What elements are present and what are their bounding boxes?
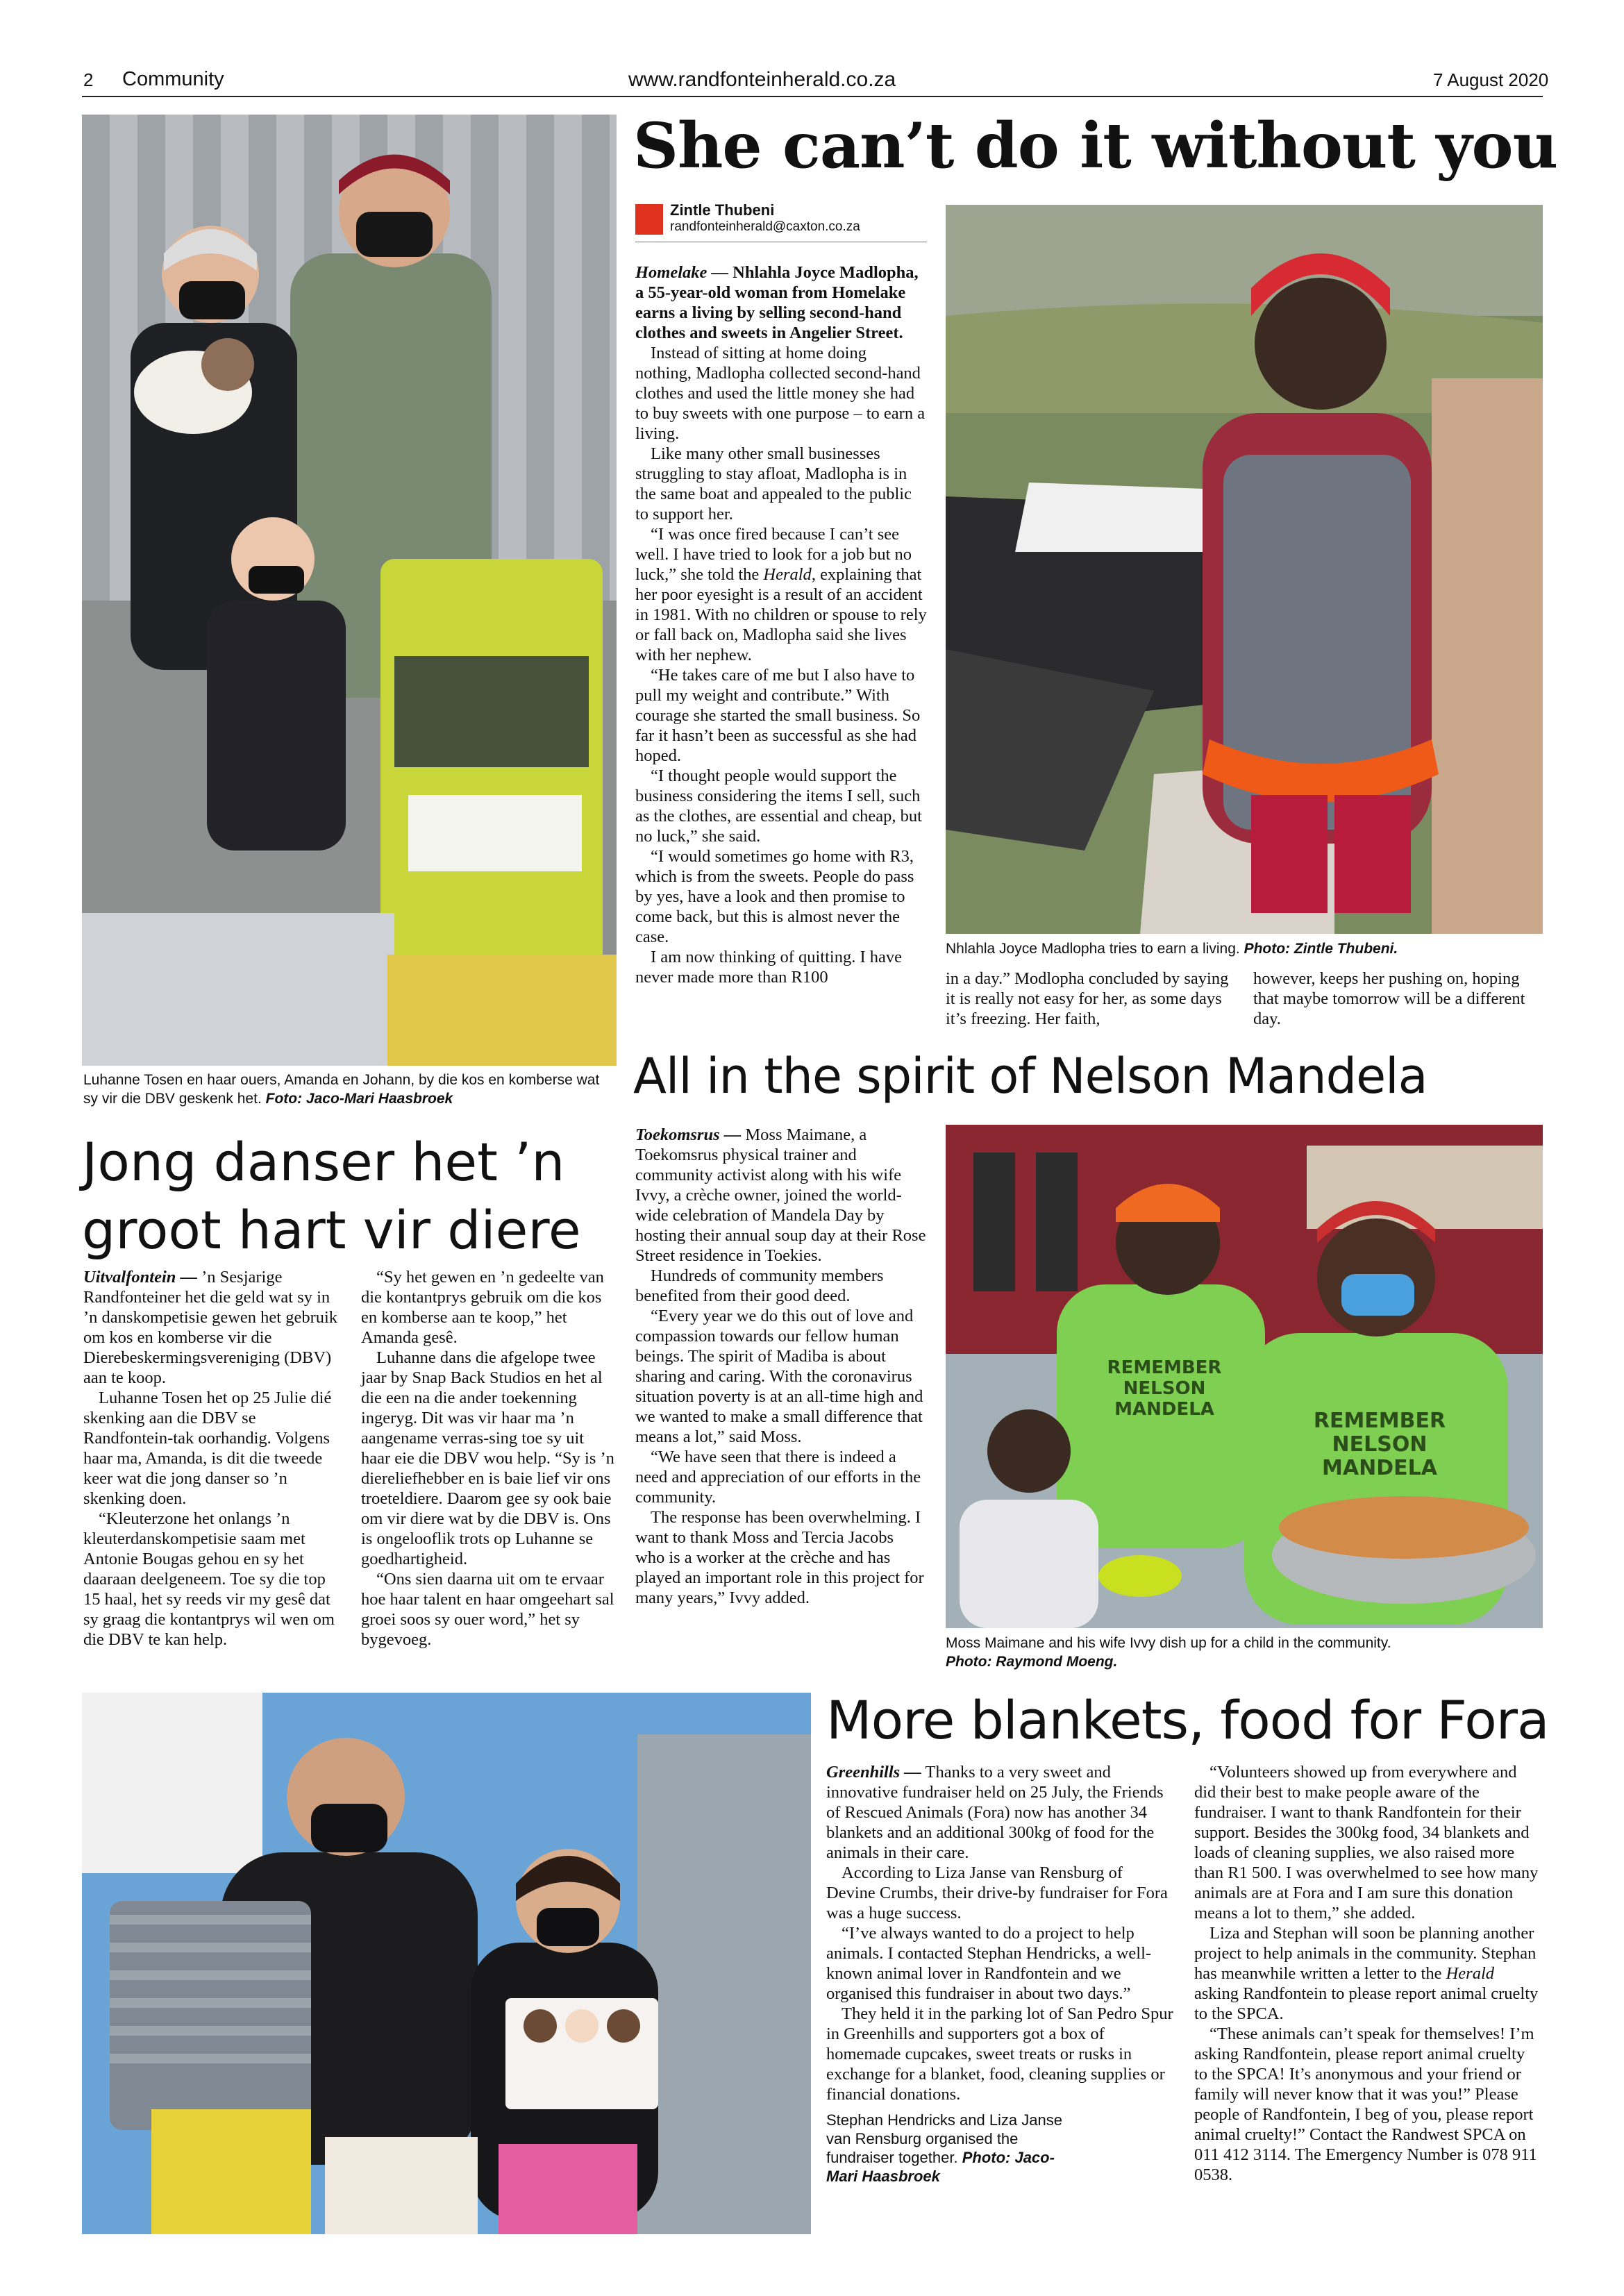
caption-text: Stephan Hendricks and Liza Janse van Rensburg organised the fundraiser together. xyxy=(826,2111,1062,2166)
caption-text: Luhanne Tosen en haar ouers, Amanda en Johann, by die kos en komberse wat sy vir die DBV geskenk het. xyxy=(83,1072,600,1107)
paragraph: Like many other small businesses struggling to stay afloat, Madlopha is in the same boat and appealed to the public to support her. xyxy=(635,444,912,523)
lead-text: Moss Maimane, a Toekomsrus physical trainer and community activist along with his wife Ivvy, a crèche owner, joined the world-wide celebration of Mandela Day by hosting their annual soup day at their Rose Street residence in Toekies. xyxy=(635,1125,926,1265)
paragraph: “Sy het gewen en ’n gedeelte van die kontantprys gebruik om die kos en komberse aan te koop,” het Amanda gesê. xyxy=(361,1268,604,1347)
photo-caption-fora xyxy=(826,2111,1076,2186)
paragraph: however, keeps her pushing on, hoping that maybe tomorrow will be a different day. xyxy=(1253,969,1525,1028)
paragraph: “I would sometimes go home with R3, which is from the sweets. People do pass by yes, have a look and then promise to come back, but this is almost never the case. xyxy=(635,847,914,946)
lead-text: Nhlahla Joyce Madlopha, a 55-year-old woman from Homelake earns a living by selling second-hand clothes and sweets in Angelier Street. xyxy=(635,263,919,342)
paragraph-part: Liza and Stephan will soon be planning another project to help animals in the community. Stephan has meanwhile written a letter to the xyxy=(1194,1924,1537,1983)
shirt-text-line: NELSON MANDELA xyxy=(1114,1378,1214,1420)
photo-caption-mandela xyxy=(946,1634,1543,1671)
lead-text: Thanks to a very sweet and innovative fundraiser held on 25 July, the Friends of Rescued Animals (Fora) now has another 34 blankets and an additional 300kg of food for the animals in their care. xyxy=(826,1763,1164,1862)
paragraph: “I thought people would support the business considering the items I sell, such as the clothes, are essential and cheap, but no luck,” she said. xyxy=(635,766,922,846)
paragraph: “I’ve always wanted to do a project to help animals. I contacted Stephan Hendricks, a well-known animal lover in Randfontein and we organised this fundraiser in about two days.” xyxy=(826,1924,1152,2003)
paragraph: “He takes care of me but I also have to pull my weight and contribute.” With courage she started the small business. So far it hasn’t been as successful as she had hoped. xyxy=(635,666,921,765)
photo-caption-family xyxy=(83,1071,617,1108)
paragraph: Luhanne dans die afgelope twee jaar by Snap Back Studios en het al die een na die ander toekenning ingeryg. Dit was vir haar ma ’n aangename verras-sing toe sy uit haar eie die DBV wou help. “Sy is ’n diereliefhebber en is baie lief vir ons troeteldiere. Daarom gee sy ook baie om vir diere wat by die DBV is. Ons is ongelooflik trots op Luhanne se goedhartigheid. xyxy=(361,1348,614,1568)
byline-email[interactable]: randfonteinherald@caxton.co.za xyxy=(670,219,860,234)
paragraph: “Volunteers showed up from everywhere and did their best to make people aware of the fundraiser. I want to thank Randfontein for their support. Besides the 300kg food, 34 blankets and loads of cleaning supplies, we also raised more than R1 500. I was overwhelmed to see how many animals are at Fora and I am sure this donation means a lot to them,” she added. xyxy=(1194,1763,1539,1922)
story4-column-2 xyxy=(1194,1762,1541,2185)
paragraph: “We have seen that there is indeed a need and appreciation of our efforts in the community. xyxy=(635,1448,921,1507)
page-number: 2 xyxy=(83,69,94,90)
photo-fora-fundraiser xyxy=(82,1693,811,2234)
caption-text: Nhlahla Joyce Madlopha tries to earn a living. xyxy=(946,941,1240,957)
story4-column-1 xyxy=(826,1762,1173,2104)
photo-family-donation xyxy=(82,115,617,1066)
paragraph: Instead of sitting at home doing nothing, Madlopha collected second-hand clothes and used the little money she had to buy sweets with one purpose – to earn a living. xyxy=(635,344,926,443)
headline-jong-danser: Jong danser het ’n groot hart vir diere xyxy=(82,1131,581,1261)
paragraph: Hundreds of community members benefited from their good deed. xyxy=(635,1266,884,1305)
paragraph: “Ons sien daarna uit om te ervaar hoe haar talent en haar omgeehart sal groei soos sy ouer word,” het sy bygevoeg. xyxy=(361,1570,614,1649)
paragraph: I am now thinking of quitting. I have never made more than R100 xyxy=(635,948,902,987)
byline-name: Zintle Thubeni xyxy=(670,201,775,219)
story1-continuation-2 xyxy=(1253,969,1541,1029)
byline-marker xyxy=(635,204,663,235)
shirt-text-line: REMEMBER xyxy=(1313,1409,1446,1433)
story2-column-1 xyxy=(83,1267,346,1650)
dateline: Homelake — xyxy=(635,263,729,282)
shirt-text-line: REMEMBER xyxy=(1107,1357,1222,1378)
website-url[interactable]: www.randfonteinherald.co.za xyxy=(628,68,896,91)
paragraph: The response has been overwhelming. I want to thank Moss and Tercia Jacobs who is a worker at the crèche and has played an important role in this project for many years,” Ivvy added. xyxy=(635,1508,924,1607)
paragraph-part: “I was once fired because I can’t see well. I have tried to look for a job but no luck,” she told the xyxy=(635,525,912,584)
paragraph: They held it in the parking lot of San Pedro Spur in Greenhills and supporters got a box of homemade cupcakes, sweet treats or rusks in exchange for a blanket, food, cleaning supplies or financial donations. xyxy=(826,2004,1173,2104)
dateline: Uitvalfontein — xyxy=(83,1268,198,1287)
caption-credit: Photo: Raymond Moeng. xyxy=(946,1654,1118,1670)
paragraph: in a day.” Modlopha concluded by saying it is really not easy for her, as some days it’s freezing. Her faith, xyxy=(946,969,1229,1028)
header-rule xyxy=(82,96,1543,97)
shirt-slogan-man xyxy=(1074,1357,1255,1420)
photo-mandela-day xyxy=(946,1125,1543,1628)
paragraph: “Every year we do this out of love and compassion towards our fellow human beings. The spirit of Madiba is about sharing and caring. With the coronavirus situation poverty is at an all-time high and we wanted to make a small difference that means a lot,” said Moss. xyxy=(635,1307,923,1446)
newspaper-name: Herald xyxy=(763,565,812,584)
story2-column-2 xyxy=(361,1267,617,1650)
issue-date: 7 August 2020 xyxy=(1433,69,1549,90)
photo-caption-madlopha xyxy=(946,939,1543,958)
paragraph: “Kleuterzone het onlangs ’n kleuterdanskompetisie saam met Antonie Bougas gehou en sy het daaraan deelgeneem. Toe sy die top 15 haal, het sy reeds vir my gesê dat sy graag die kontantprys wil wen om die DBV te kan help. xyxy=(83,1509,335,1649)
paragraph: “These animals can’t speak for themselves! I’m asking Randfontein, please report animal cruelty to the SPCA! It’s anonymous and your friend or family will never know that it was you!” Please people of Randfontein, I beg of you, please report animal cruelty!” Contact the Randwest SPCA on 011 412 3114. The Emergency Number is 078 911 0538. xyxy=(1194,2025,1537,2184)
newspaper-name: Herald xyxy=(1446,1964,1495,1983)
lead-text: ’n Sesjarige Randfonteiner het die geld wat sy in ’n danskompetisie gewen het gebruik om kos en komberse vir die Dierebeskermingsvereniging (DBV) aan te koop. xyxy=(83,1268,338,1387)
caption-credit: Foto: Jaco-Mari Haasbroek xyxy=(265,1091,453,1107)
shirt-slogan-woman xyxy=(1272,1409,1487,1480)
story1-column xyxy=(635,262,927,987)
shirt-text-line: NELSON MANDELA xyxy=(1322,1432,1437,1480)
photo-madlopha xyxy=(946,205,1543,934)
headline-fora: More blankets, food for Fora xyxy=(826,1689,1549,1751)
dateline: Greenhills — xyxy=(826,1763,921,1782)
paragraph: According to Liza Janse van Rensburg of Devine Crumbs, their drive-by fundraiser for Fora was a huge success. xyxy=(826,1863,1168,1922)
headline-she-cant: She can’t do it without you xyxy=(633,109,1557,183)
headline-mandela: All in the spirit of Nelson Mandela xyxy=(633,1048,1428,1105)
dateline: Toekomsrus — xyxy=(635,1125,742,1144)
story3-column xyxy=(635,1125,927,1608)
caption-credit: Photo: Jaco-Mari Haasbroek xyxy=(826,2149,1055,2185)
section-name: Community xyxy=(122,68,224,90)
story1-continuation-1 xyxy=(946,969,1230,1029)
paragraph: Luhanne Tosen het op 25 Julie dié skenking aan die DBV se Randfontein-tak oorhandig. Volgens haar ma, Amanda, is dit die tweede keer wat die jong danser so ’n skenking doen. xyxy=(83,1389,332,1508)
paragraph-part: asking Randfontein to please report animal cruelty to the SPCA. xyxy=(1194,1984,1539,2023)
caption-text: Moss Maimane and his wife Ivvy dish up for a child in the community. xyxy=(946,1635,1391,1651)
caption-credit: Photo: Zintle Thubeni. xyxy=(1244,941,1398,957)
paragraph-part: , explaining that her poor eyesight is a result of an accident in 1981. With no children or spouse to rely or fall back on, Madlopha said she lives with her nephew. xyxy=(635,565,927,664)
